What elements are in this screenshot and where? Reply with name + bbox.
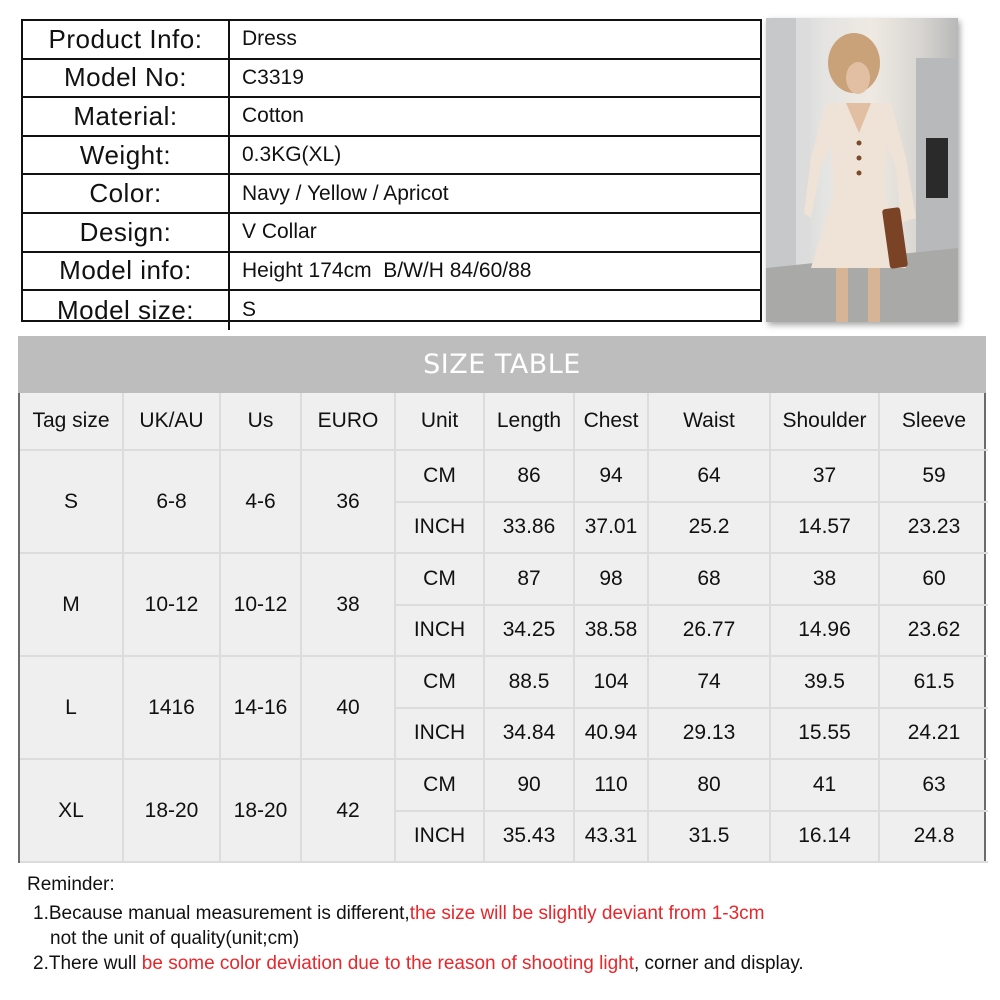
header-unit: Unit: [396, 393, 485, 451]
chest-cell: 94: [575, 451, 649, 503]
chest-cell: 38.58: [575, 606, 649, 658]
unit-cell: INCH: [396, 709, 485, 761]
info-row-weight: [23, 137, 760, 176]
uk-au-cell: 6-8: [124, 451, 221, 554]
reminder-highlight: the size will be slightly deviant from 1-3cm: [409, 903, 765, 924]
chest-cell: 98: [575, 554, 649, 606]
shoulder-cell: 41: [771, 760, 880, 812]
header-length: Length: [485, 393, 575, 451]
header-sleeve: Sleeve: [880, 393, 988, 451]
shoulder-cell: 37: [771, 451, 880, 503]
us-cell: 18-20: [221, 760, 302, 863]
info-value: C3319: [242, 65, 304, 89]
info-value: Cotton: [242, 104, 304, 128]
sleeve-cell: 59: [880, 451, 988, 503]
sleeve-cell: 24.8: [880, 812, 988, 864]
product-photo: [766, 18, 958, 322]
length-cell: 33.86: [485, 503, 575, 555]
sleeve-cell: 61.5: [880, 657, 988, 709]
shoulder-cell: 14.96: [771, 606, 880, 658]
sleeve-cell: 23.23: [880, 503, 988, 555]
header-waist: Waist: [649, 393, 771, 451]
length-cell: 90: [485, 760, 575, 812]
info-label: Material:: [23, 98, 230, 135]
waist-cell: 29.13: [649, 709, 771, 761]
waist-cell: 25.2: [649, 503, 771, 555]
tag-size-cell: S: [20, 451, 124, 554]
info-value: Navy / Yellow / Apricot: [242, 181, 449, 205]
unit-cell: CM: [396, 451, 485, 503]
reminder-title: Reminder:: [27, 874, 115, 895]
header-chest: Chest: [575, 393, 649, 451]
uk-au-cell: 10-12: [124, 554, 221, 657]
reminder-text: 2.There wull: [33, 953, 142, 974]
tag-size-cell: L: [20, 657, 124, 760]
reminder-line-2: [27, 951, 804, 976]
unit-cell: INCH: [396, 606, 485, 658]
info-label: Product Info:: [23, 21, 230, 58]
info-row-product: [23, 21, 760, 60]
sleeve-cell: 23.62: [880, 606, 988, 658]
info-row-material: [23, 98, 760, 137]
reminder-text: 1.Because manual measurement is different,: [33, 903, 410, 924]
tag-size-cell: M: [20, 554, 124, 657]
uk-au-cell: 18-20: [124, 760, 221, 863]
length-cell: 87: [485, 554, 575, 606]
info-value: V Collar: [242, 220, 317, 244]
euro-cell: 36: [302, 451, 396, 554]
reminder-highlight: be some color deviation due to the reason of shooting light: [141, 953, 634, 974]
shoulder-cell: 15.55: [771, 709, 880, 761]
chest-cell: 40.94: [575, 709, 649, 761]
us-cell: 14-16: [221, 657, 302, 760]
unit-cell: INCH: [396, 503, 485, 555]
waist-cell: 80: [649, 760, 771, 812]
info-row-model-size: [23, 291, 760, 330]
info-label: Model size:: [23, 291, 230, 330]
waist-cell: 68: [649, 554, 771, 606]
length-cell: 35.43: [485, 812, 575, 864]
reminder-text: , corner and display.: [634, 953, 804, 974]
reminder-section: [27, 872, 804, 976]
tag-size-cell: XL: [20, 760, 124, 863]
sleeve-cell: 60: [880, 554, 988, 606]
info-value: Height 174cm B/W/H 84/60/88: [242, 258, 532, 282]
sleeve-cell: 63: [880, 760, 988, 812]
chest-cell: 37.01: [575, 503, 649, 555]
info-row-color: [23, 175, 760, 214]
euro-cell: 40: [302, 657, 396, 760]
us-cell: 10-12: [221, 554, 302, 657]
length-cell: 34.25: [485, 606, 575, 658]
info-label: Weight:: [23, 137, 230, 174]
header-tag-size: Tag size: [20, 393, 124, 451]
info-label: Model No:: [23, 60, 230, 97]
reminder-line-1: [27, 901, 804, 926]
info-value: 0.3KG(XL): [242, 143, 342, 167]
info-row-design: [23, 214, 760, 253]
chest-cell: 43.31: [575, 812, 649, 864]
chest-cell: 104: [575, 657, 649, 709]
shoulder-cell: 14.57: [771, 503, 880, 555]
unit-cell: INCH: [396, 812, 485, 864]
size-grid: [18, 393, 986, 863]
header-us: Us: [221, 393, 302, 451]
euro-cell: 38: [302, 554, 396, 657]
model-dress-image: [766, 18, 958, 322]
shoulder-cell: 16.14: [771, 812, 880, 864]
waist-cell: 26.77: [649, 606, 771, 658]
length-cell: 34.84: [485, 709, 575, 761]
waist-cell: 64: [649, 451, 771, 503]
waist-cell: 31.5: [649, 812, 771, 864]
shoulder-cell: 39.5: [771, 657, 880, 709]
euro-cell: 42: [302, 760, 396, 863]
info-value: Dress: [242, 27, 297, 51]
us-cell: 4-6: [221, 451, 302, 554]
info-label: Model info:: [23, 253, 230, 290]
unit-cell: CM: [396, 657, 485, 709]
waist-cell: 74: [649, 657, 771, 709]
info-value: S: [242, 298, 257, 322]
shoulder-cell: 38: [771, 554, 880, 606]
info-label: Design:: [23, 214, 230, 251]
info-row-model-info: [23, 253, 760, 292]
chest-cell: 110: [575, 760, 649, 812]
product-info-table: [21, 19, 762, 325]
size-table: [18, 336, 986, 863]
uk-au-cell: 1416: [124, 657, 221, 760]
info-row-model-no: [23, 60, 760, 99]
size-table-title: SIZE TABLE: [18, 336, 986, 393]
sleeve-cell: 24.21: [880, 709, 988, 761]
length-cell: 86: [485, 451, 575, 503]
header-uk-au: UK/AU: [124, 393, 221, 451]
unit-cell: CM: [396, 760, 485, 812]
reminder-line-1b: not the unit of quality(unit;cm): [50, 928, 300, 949]
unit-cell: CM: [396, 554, 485, 606]
length-cell: 88.5: [485, 657, 575, 709]
info-label: Color:: [23, 175, 230, 212]
header-shoulder: Shoulder: [771, 393, 880, 451]
header-euro: EURO: [302, 393, 396, 451]
